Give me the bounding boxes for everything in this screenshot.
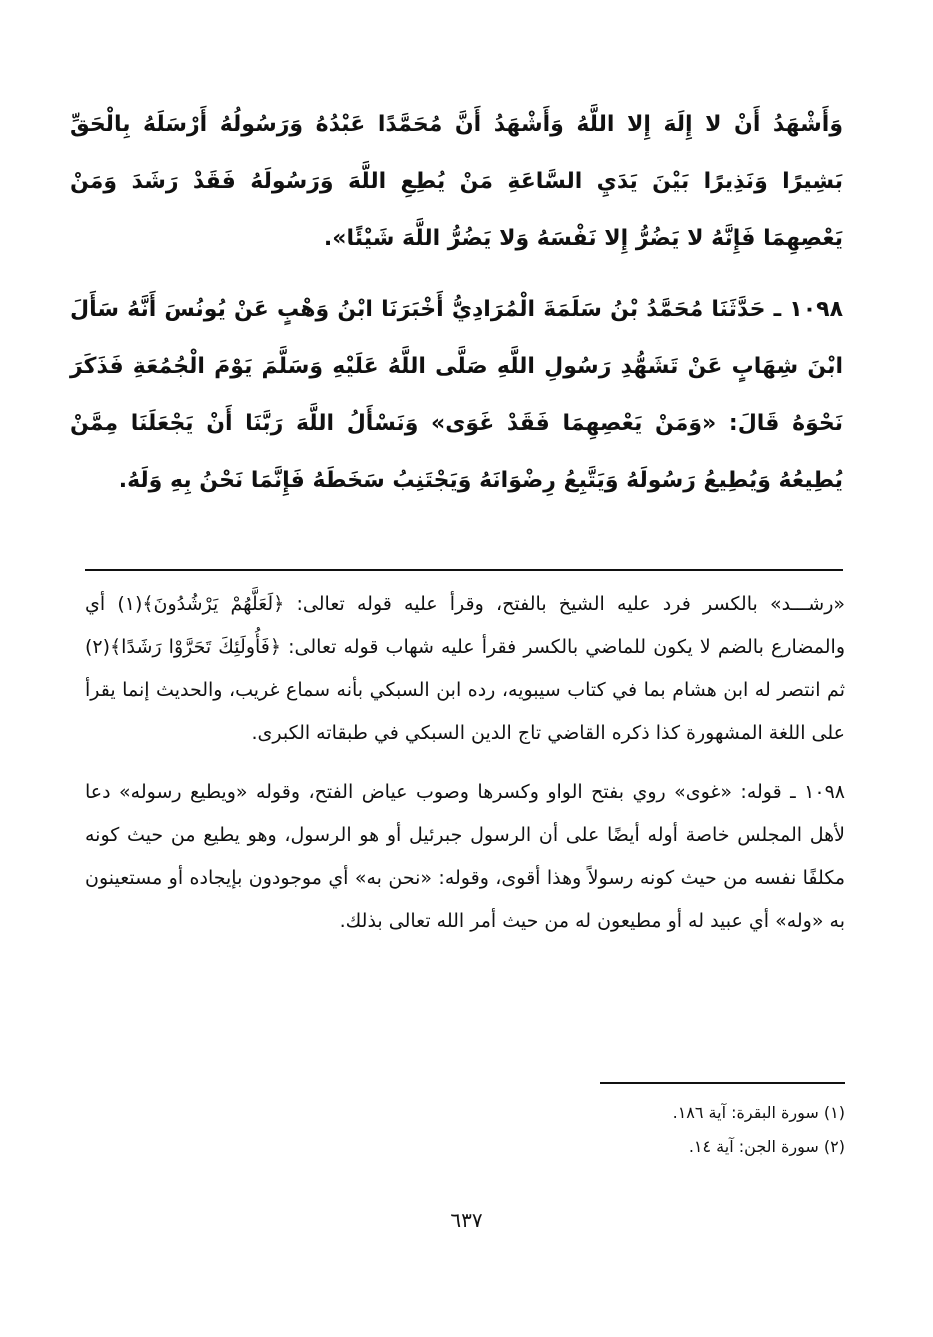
hadith-paragraph-1: وَأَشْهَدُ أَنْ لا إِلَهَ إِلا اللَّهُ وَأَشْهَدُ أَنَّ مُحَمَّدًا عَبْدُهُ وَرَسُولُهُ أَرْسَلَهُ بِالْحَقِّ بَشِيرًا وَنَذِيرًا بَيْنَ يَدَيِ السَّاعَةِ مَنْ يُطِعِ اللَّهَ وَرَسُولَهُ فَقَدْ رَشَدَ وَمَنْ يَعْصِهِمَا فَإِنَّهُ لا يَضُرُّ إِلا نَفْسَهُ وَلا يَضُرُّ اللَّهَ شَيْئًا». — [70, 112, 843, 251]
hadith-paragraph-2: ١٠٩٨ ـ حَدَّثَنَا مُحَمَّدُ بْنُ سَلَمَةَ الْمُرَادِيُّ أَخْبَرَنَا ابْنُ وَهْبٍ عَنْ يُونُسَ أَنَّهُ سَأَلَ ابْنَ شِهَابٍ عَنْ تَشَهُّدِ رَسُولِ اللَّهِ صَلَّى اللَّهُ عَلَيْهِ وَسَلَّمَ يَوْمَ الْجُمُعَةِ فَذَكَرَ نَحْوَهُ قَالَ: «وَمَنْ يَعْصِهِمَا فَقَدْ غَوَى» وَنَسْأَلُ اللَّهَ رَبَّنَا أَنْ يَجْعَلَنَا مِمَّنْ يُطِيعُهُ وَيُطِيعُ رَسُولَهُ وَيَتَّبِعُ رِضْوَانَهُ وَيَجْتَنِبُ سَخَطَهُ فَإِنَّمَا نَحْنُ بِهِ وَلَهُ. — [70, 297, 843, 493]
separator-line — [85, 569, 843, 571]
footnotes — [85, 1096, 845, 1164]
footnote-separator — [600, 1082, 845, 1084]
footnote-1: (١) سورة البقرة: آية ١٨٦. — [672, 1103, 845, 1122]
footnote-2: (٢) سورة الجن: آية ١٤. — [688, 1137, 845, 1156]
page-number: ٦٣٧ — [450, 1208, 483, 1232]
commentary-paragraph-2: ١٠٩٨ ـ قوله: «غوى» روي بفتح الواو وكسرها وصوب عياض الفتح، وقوله «ويطيع رسوله» دعا لأهل المجلس خاصة أوله أيضًا على أن الرسول جبرئيل أو هو الرسول، وهو يطيع من حيث كونه مكلفًا نفسه من حيث كونه رسولاً وهذا أقوى، وقوله: «نحن به» أي موجودون بإيجاده أو مستعينون به «وله» أي عبيد له أو مطيعون له من حيث أمر الله تعالى بذلك. — [85, 781, 845, 932]
commentary-paragraph-1: «رشـــد» بالكسر فرد عليه الشيخ بالفتح، وقرأ عليه قوله تعالى: ﴿لَعَلَّهُمْ يَرْشُدُونَ﴾(١) أي والمضارع بالضم لا يكون للماضي بالكسر فقرأ عليه شهاب قوله تعالى: ﴿فَأُولَئِكَ تَحَرَّوْا رَشَدًا﴾(٢) ثم انتصر له ابن هشام بما في كتاب سيبويه، رده ابن السبكي بأنه سماع غريب، والحديث إنما يقرأ على اللغة المشهورة كذا ذكره القاضي تاج الدين السبكي في طبقاته الكبرى. — [85, 593, 845, 744]
commentary-text — [85, 583, 845, 943]
hadith-text — [70, 96, 843, 509]
